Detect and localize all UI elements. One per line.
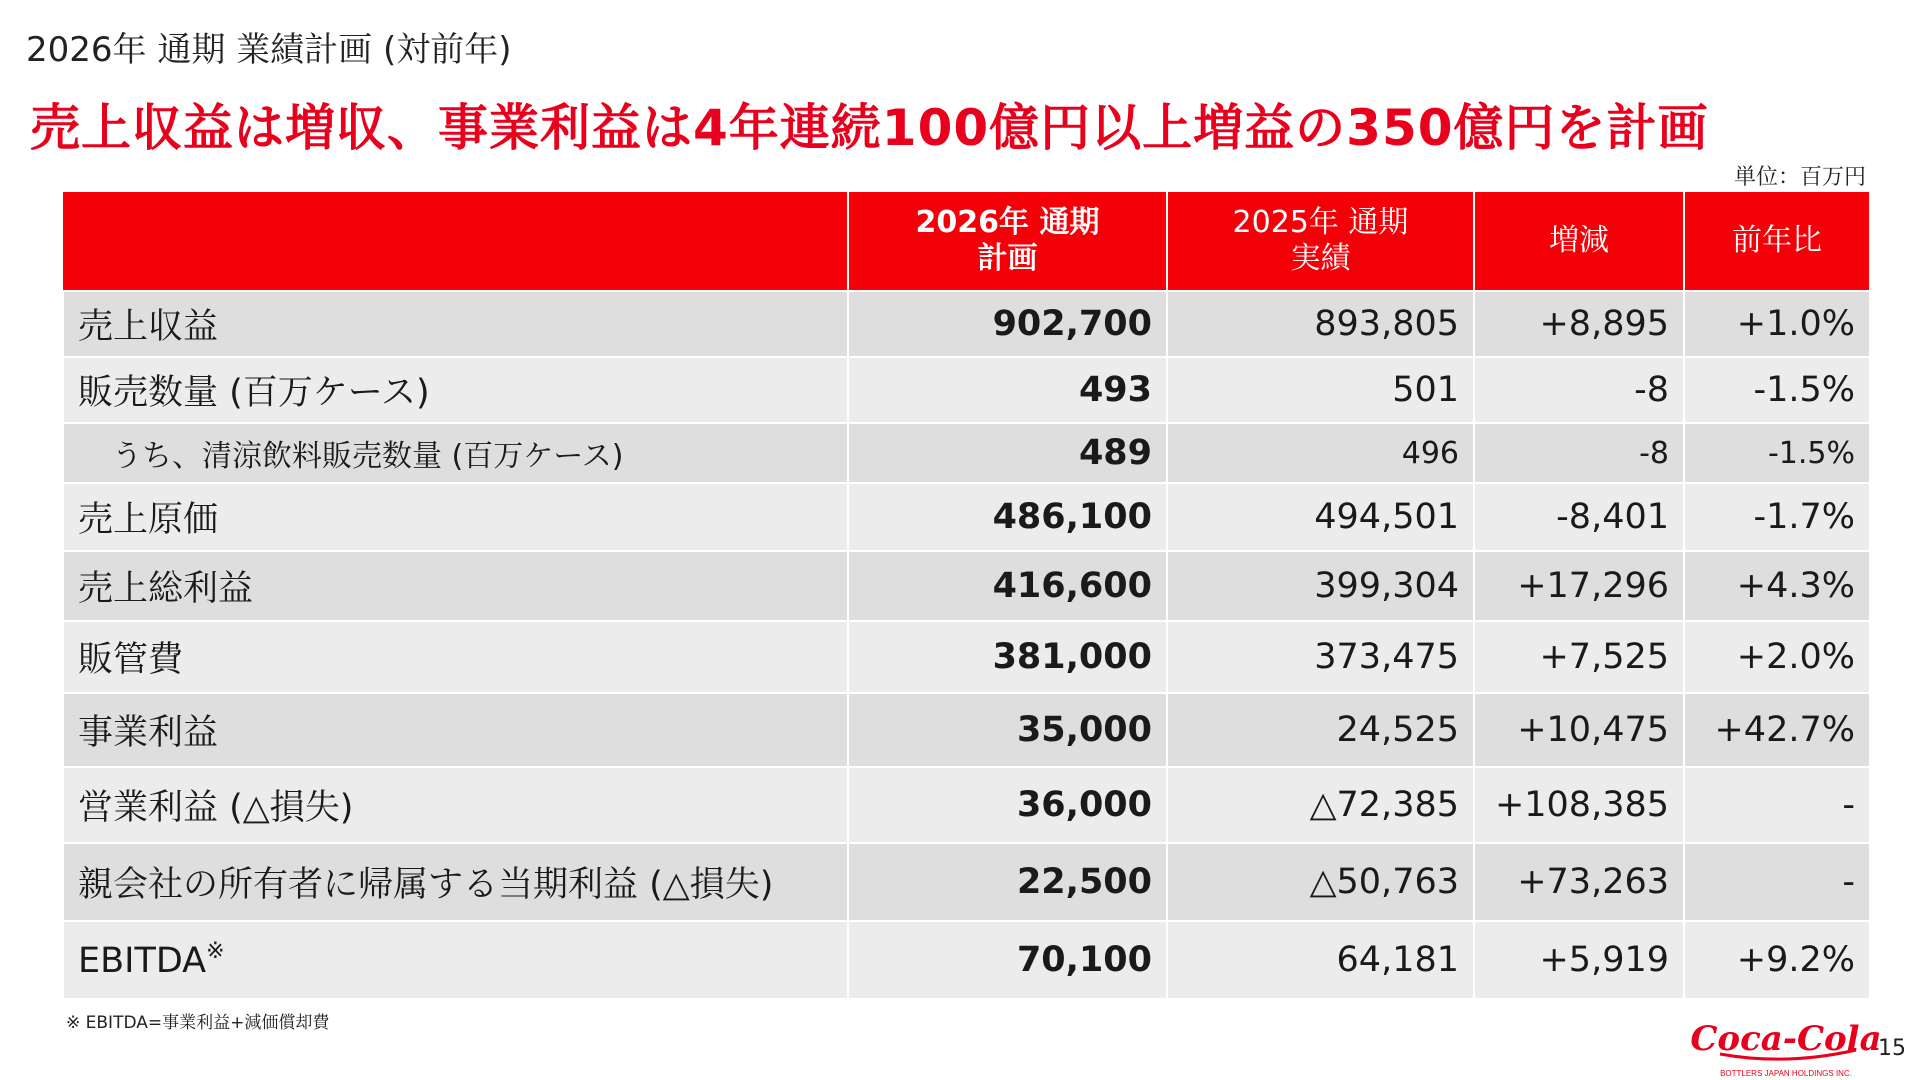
row-label: 販売数量 (百万ケース) <box>63 357 848 423</box>
row-ratio-value: -1.5% <box>1684 423 1870 483</box>
row-change-value: +7,525 <box>1474 621 1684 693</box>
results-table <box>62 192 1871 1000</box>
row-plan-value: 36,000 <box>848 767 1167 843</box>
row-label: 売上収益 <box>63 291 848 357</box>
row-change-value: +73,263 <box>1474 843 1684 921</box>
row-plan-value: 486,100 <box>848 483 1167 551</box>
row-change-value: +8,895 <box>1474 291 1684 357</box>
row-actual-value: 64,181 <box>1167 921 1474 999</box>
footnote-mark: ※ <box>206 939 225 964</box>
row-change-value: +108,385 <box>1474 767 1684 843</box>
row-plan-value: 493 <box>848 357 1167 423</box>
row-plan-value: 489 <box>848 423 1167 483</box>
row-ratio-value: -1.5% <box>1684 357 1870 423</box>
footnote: ※ EBITDA=事業利益+減価償却費 <box>66 1013 330 1033</box>
row-plan-value: 902,700 <box>848 291 1167 357</box>
row-ratio-value: +1.0% <box>1684 291 1870 357</box>
row-label: 販管費 <box>63 621 848 693</box>
row-change-value: -8 <box>1474 357 1684 423</box>
row-plan-value: 70,100 <box>848 921 1167 999</box>
row-ratio-value: +2.0% <box>1684 621 1870 693</box>
table-row-business-income <box>63 693 1870 767</box>
row-label-text: EBITDA <box>78 941 207 981</box>
header-actual-line1: 2025年 通期 <box>1232 205 1409 240</box>
row-actual-value: △50,763 <box>1167 843 1474 921</box>
row-actual-value: 496 <box>1167 423 1474 483</box>
table-row-soft-drink-volume <box>63 423 1870 483</box>
header-plan-line1: 2026年 通期 <box>915 205 1100 240</box>
row-actual-value: 24,525 <box>1167 693 1474 767</box>
row-label: 売上原価 <box>63 483 848 551</box>
logo-script: Coca-Cola <box>1690 1019 1882 1059</box>
table-row-operating-income <box>63 767 1870 843</box>
header-actual <box>1167 192 1474 291</box>
row-change-value: -8,401 <box>1474 483 1684 551</box>
header-plan <box>848 192 1167 291</box>
row-ratio-value: -1.7% <box>1684 483 1870 551</box>
slide-subtitle: 2026年 通期 業績計画 (対前年) <box>26 30 512 70</box>
row-actual-value: 399,304 <box>1167 551 1474 621</box>
header-ratio: 前年比 <box>1684 192 1870 291</box>
row-ratio-value: +9.2% <box>1684 921 1870 999</box>
row-plan-value: 22,500 <box>848 843 1167 921</box>
logo-tagline: BOTTLERS JAPAN HOLDINGS INC. <box>1720 1069 1852 1078</box>
header-label-cell <box>63 192 848 291</box>
row-actual-value: 494,501 <box>1167 483 1474 551</box>
table-header-row <box>63 192 1870 291</box>
row-actual-value: 501 <box>1167 357 1474 423</box>
header-actual-line2: 実績 <box>1290 241 1351 276</box>
row-change-value: -8 <box>1474 423 1684 483</box>
row-ratio-value: - <box>1684 843 1870 921</box>
row-label: 親会社の所有者に帰属する当期利益 (△損失) <box>63 843 848 921</box>
table-row-revenue <box>63 291 1870 357</box>
slide-headline: 売上収益は増収、事業利益は4年連続100億円以上増益の350億円を計画 <box>30 99 1709 157</box>
table-row-ebitda <box>63 921 1870 999</box>
row-actual-value: △72,385 <box>1167 767 1474 843</box>
row-plan-value: 35,000 <box>848 693 1167 767</box>
table-row-gross-profit <box>63 551 1870 621</box>
table-row-net-income <box>63 843 1870 921</box>
row-plan-value: 381,000 <box>848 621 1167 693</box>
row-change-value: +17,296 <box>1474 551 1684 621</box>
page-number: 15 <box>1878 1036 1906 1061</box>
unit-label: 単位：百万円 <box>1733 165 1866 190</box>
header-change: 増減 <box>1474 192 1684 291</box>
coca-cola-logo <box>1690 1010 1882 1080</box>
table-row-cost-of-sales <box>63 483 1870 551</box>
row-ratio-value: +4.3% <box>1684 551 1870 621</box>
row-label: 営業利益 (△損失) <box>63 767 848 843</box>
row-change-value: +10,475 <box>1474 693 1684 767</box>
row-label: 事業利益 <box>63 693 848 767</box>
row-actual-value: 373,475 <box>1167 621 1474 693</box>
row-label <box>63 921 848 999</box>
row-ratio-value: +42.7% <box>1684 693 1870 767</box>
row-label: うち、清涼飲料販売数量 (百万ケース) <box>63 423 848 483</box>
table-row-sga <box>63 621 1870 693</box>
row-plan-value: 416,600 <box>848 551 1167 621</box>
row-label: 売上総利益 <box>63 551 848 621</box>
row-actual-value: 893,805 <box>1167 291 1474 357</box>
header-plan-line2: 計画 <box>977 241 1038 276</box>
row-ratio-value: - <box>1684 767 1870 843</box>
table-row-volume <box>63 357 1870 423</box>
row-change-value: +5,919 <box>1474 921 1684 999</box>
